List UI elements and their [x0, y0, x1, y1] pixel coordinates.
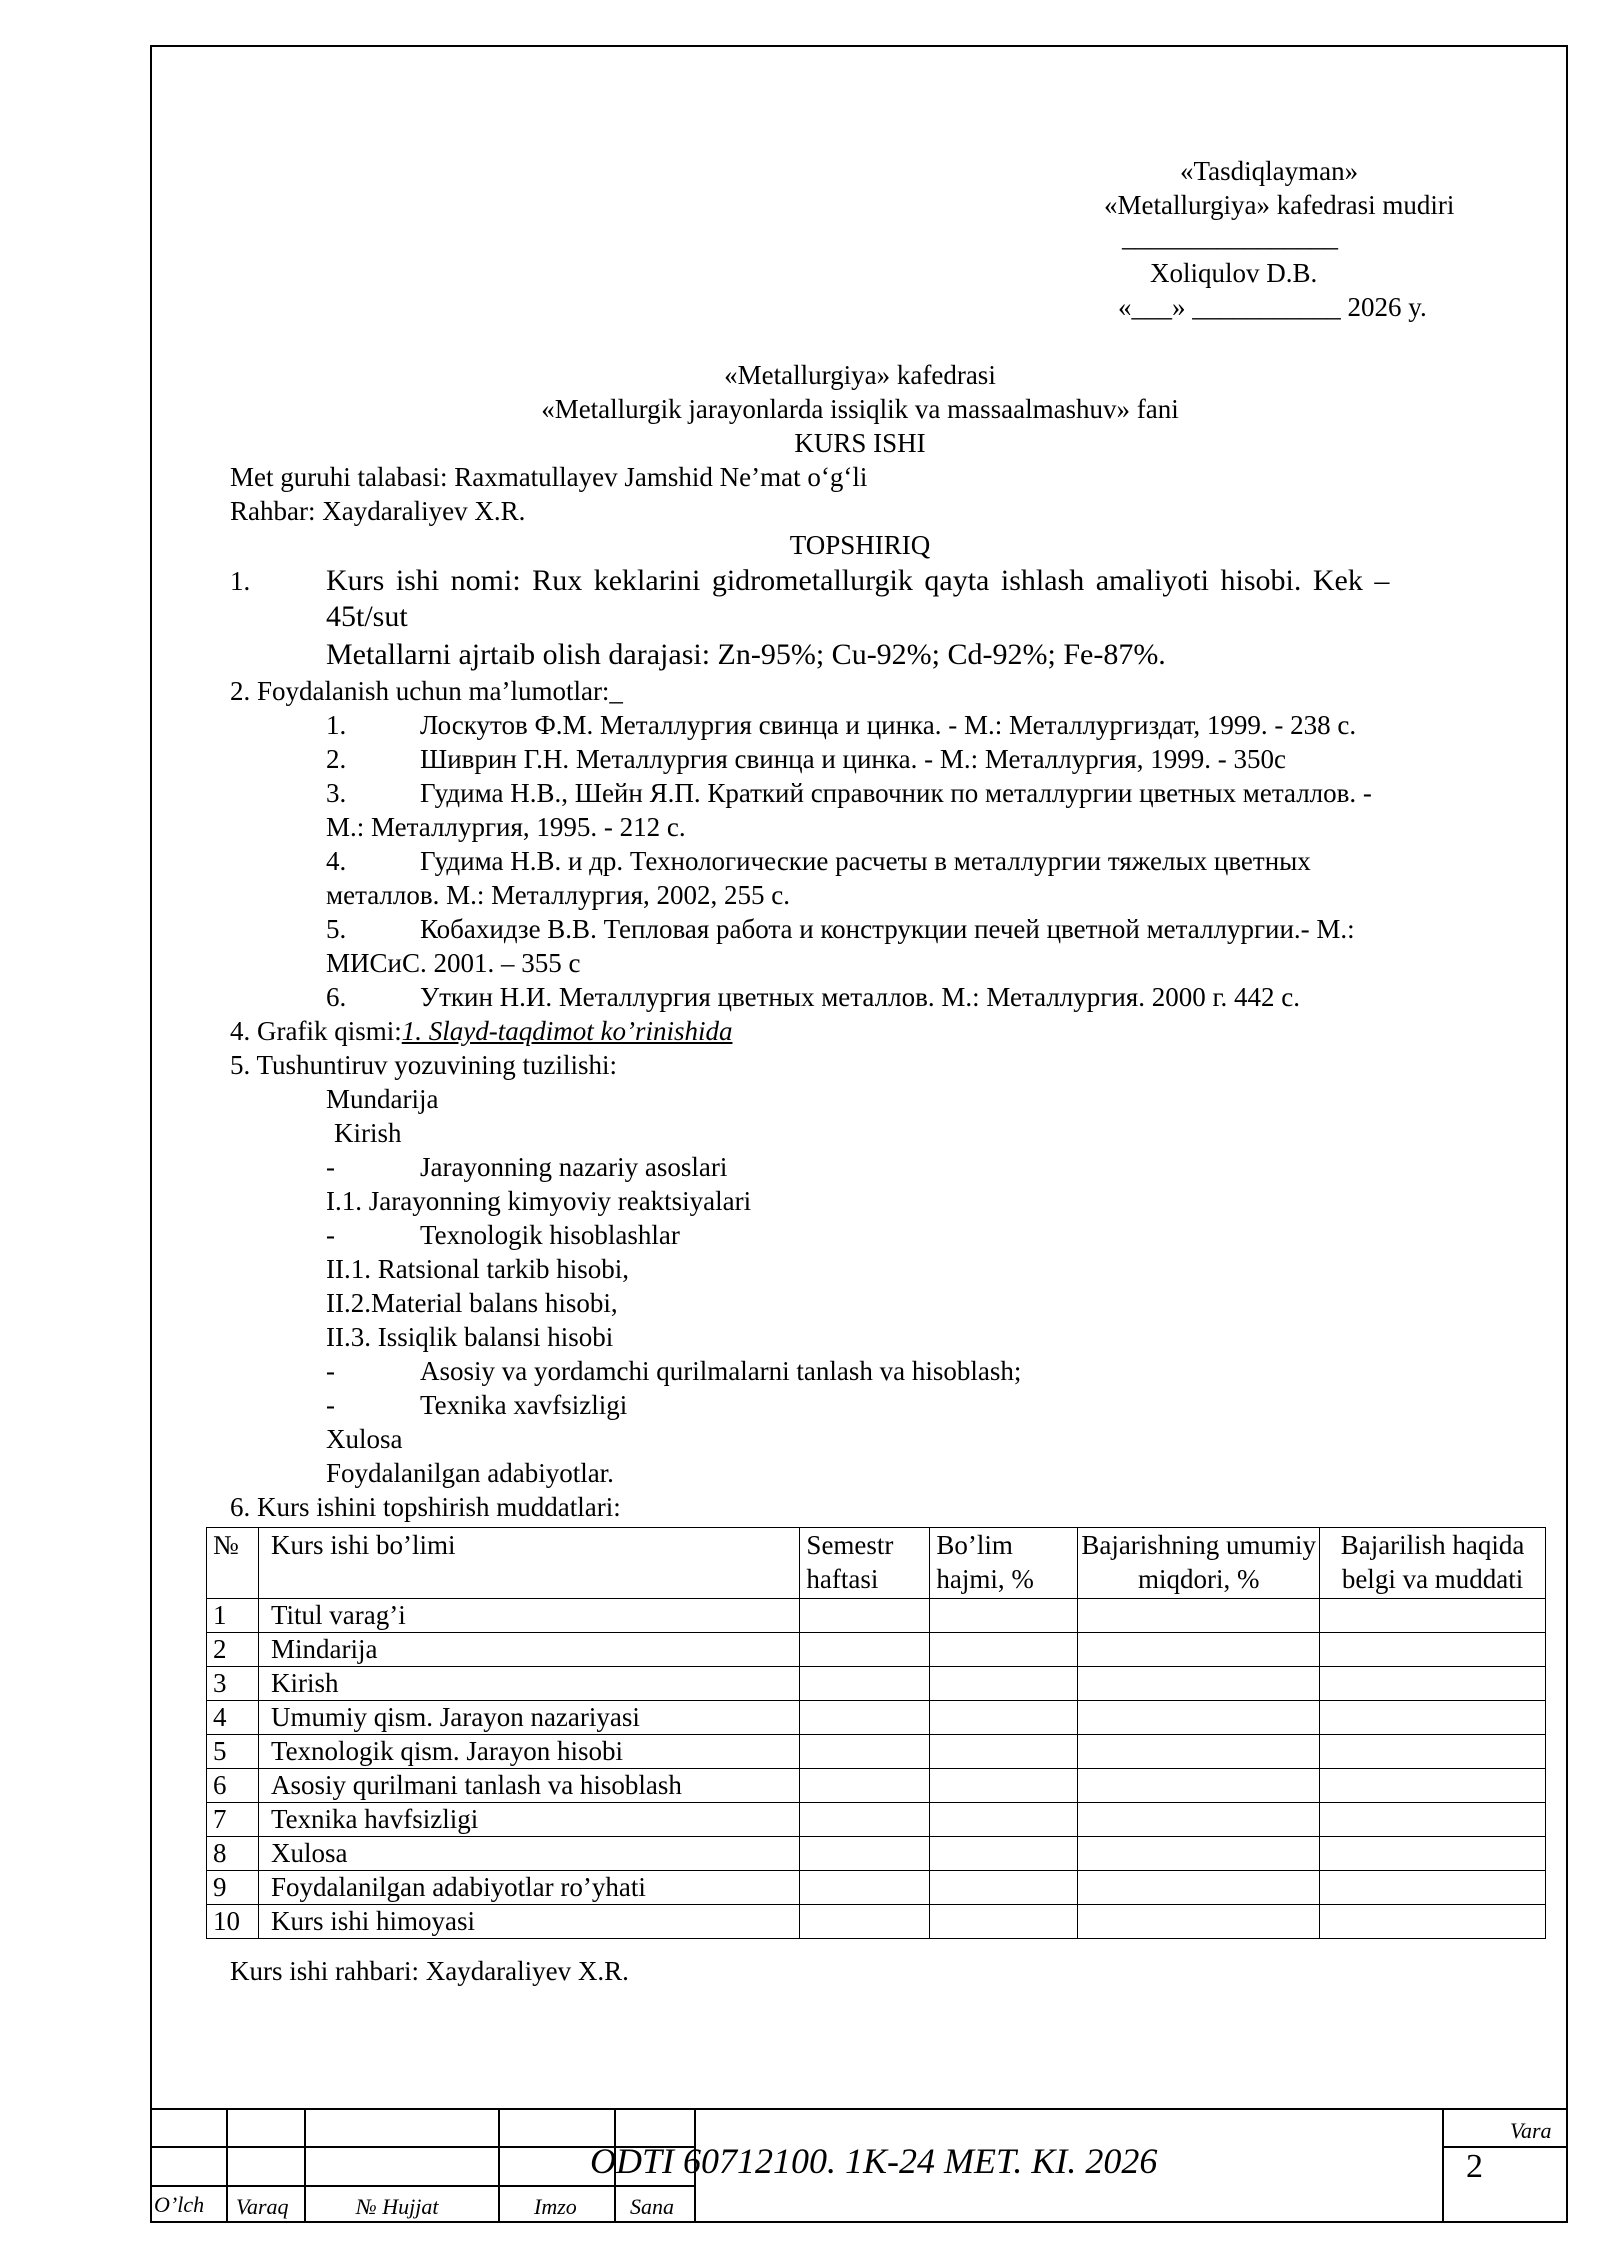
- stamp-col-label: № Hujjat: [356, 2194, 439, 2219]
- ref-text: Шиврин Г.Н. Металлургия свинца и цинка. - М.: Металлургия, 1999. - 350с: [420, 744, 1286, 774]
- structure-item: II.3. Issiqlik balansi hisobi: [326, 1322, 614, 1352]
- ref-text: Лоскутов Ф.М. Металлургия свинца и цинка. - М.: Металлургиздат, 1999. - 238 с.: [420, 710, 1357, 740]
- item5: 5. Tushuntiruv yozuvining tuzilishi:: [230, 1050, 618, 1080]
- item6: 6. Kurs ishini topshirish muddatlari:: [230, 1492, 621, 1522]
- structure-item: I.1. Jarayonning kimyoviy reaktsiyalari: [326, 1186, 752, 1216]
- table-row: [207, 1667, 1546, 1701]
- ref-num: 1.: [326, 710, 347, 740]
- structure-item: Xulosa: [326, 1424, 403, 1454]
- item4-label: 4. Grafik qismi:: [230, 1016, 402, 1046]
- structure-item: Texnika xavfsizligi: [420, 1390, 628, 1420]
- ref-text: Гудима Н.В., Шейн Я.П. Краткий справочник по металлургии цветных металлов. -: [420, 778, 1372, 808]
- task-title: TOPSHIRIQ: [789, 530, 931, 560]
- structure-item: Texnologik hisoblashlar: [420, 1220, 680, 1250]
- structure-item: Kirish: [334, 1118, 402, 1148]
- stamp-col-label: Sana: [630, 2194, 674, 2219]
- sheet-number: 2: [1466, 2148, 1483, 2185]
- row-cell: [1320, 1905, 1546, 1939]
- col-header-week: Semestr haftasi: [800, 1528, 930, 1599]
- table-row: [207, 1905, 1546, 1939]
- row-cell: [930, 1769, 1078, 1803]
- row-cell: [800, 1667, 930, 1701]
- row-num: 5: [207, 1735, 259, 1769]
- structure-item: Foydalanilgan adabiyotlar.: [326, 1458, 614, 1488]
- item4-value: 1. Slayd-taqdimot ko’rinishida: [401, 1016, 733, 1046]
- approval-sign-line: ________________: [1122, 222, 1338, 252]
- doc-type: KURS ISHI: [794, 428, 926, 458]
- item2: 2. Foydalanish uchun ma’lumotlar:_: [230, 676, 623, 706]
- item4: [230, 1014, 732, 1048]
- row-cell: [930, 1871, 1078, 1905]
- row-cell: [1078, 1837, 1320, 1871]
- item1-line1: Kurs ishi nomi: Rux keklarini gidrometallurgik qayta ishlash amaliyoti hisobi. Kek –: [326, 564, 1390, 597]
- row-name: Mindarija: [258, 1633, 799, 1667]
- structure-item: II.1. Ratsional tarkib hisobi,: [326, 1254, 629, 1284]
- sheet-label: Vara: [1510, 2118, 1552, 2143]
- row-num: 4: [207, 1701, 259, 1735]
- table-row: [207, 1599, 1546, 1633]
- row-cell: [930, 1701, 1078, 1735]
- stamp-line: [498, 2108, 500, 2223]
- stamp-line: [304, 2108, 306, 2223]
- row-name: Foydalanilgan adabiyotlar ro’yhati: [258, 1871, 799, 1905]
- row-cell: [800, 1837, 930, 1871]
- row-cell: [800, 1905, 930, 1939]
- ref-cont: металлов. М.: Металлургия, 2002, 255 с.: [326, 880, 790, 910]
- structure-dash: -: [326, 1220, 335, 1250]
- col-header-section: Kurs ishi bo’limi: [258, 1528, 799, 1599]
- table-row: [207, 1735, 1546, 1769]
- document-code: ODTI 60712100. 1K-24 MET. KI. 2026: [590, 2141, 1158, 2181]
- row-cell: [1078, 1803, 1320, 1837]
- row-cell: [800, 1735, 930, 1769]
- structure-item: Mundarija: [326, 1084, 439, 1114]
- table-row: [207, 1633, 1546, 1667]
- row-name: Texnika havfsizligi: [258, 1803, 799, 1837]
- stamp-line: [1442, 2146, 1568, 2148]
- stamp-line: [150, 2185, 694, 2187]
- ref-num: 5.: [326, 914, 347, 944]
- structure-dash: -: [326, 1356, 335, 1386]
- row-num: 2: [207, 1633, 259, 1667]
- stamp-line: [226, 2108, 228, 2223]
- structure-item: Asosiy va yordamchi qurilmalarni tanlash va hisoblash;: [420, 1356, 1022, 1386]
- row-cell: [800, 1701, 930, 1735]
- row-cell: [930, 1735, 1078, 1769]
- row-cell: [930, 1803, 1078, 1837]
- supervisor-line: Rahbar: Xaydaraliyev X.R.: [230, 496, 526, 526]
- deadlines-table: [206, 1527, 1546, 1939]
- approval-name: Xoliqulov D.B.: [1150, 258, 1318, 288]
- row-cell: [1320, 1803, 1546, 1837]
- ref-text: Уткин Н.И. Металлургия цветных металлов. М.: Металлургия. 2000 г. 442 с.: [420, 982, 1300, 1012]
- department: «Metallurgiya» kafedrasi: [724, 360, 996, 390]
- row-cell: [1320, 1701, 1546, 1735]
- table-row: [207, 1837, 1546, 1871]
- table-row: [207, 1803, 1546, 1837]
- col-header-num: №: [207, 1528, 259, 1599]
- col-header-mark: Bajarilish haqida belgi va muddati: [1320, 1528, 1546, 1599]
- row-cell: [1320, 1837, 1546, 1871]
- ref-cont: МИСиС. 2001. – 355 с: [326, 948, 581, 978]
- row-name: Xulosa: [258, 1837, 799, 1871]
- row-cell: [930, 1667, 1078, 1701]
- row-name: Texnologik qism. Jarayon hisobi: [258, 1735, 799, 1769]
- col-header-total: Bajarishning umumiy miqdori, %: [1078, 1528, 1320, 1599]
- row-cell: [1078, 1735, 1320, 1769]
- approval-head: «Metallurgiya» kafedrasi mudiri: [1104, 190, 1455, 220]
- stamp-col-label: O’lch: [154, 2192, 205, 2217]
- approval-date: «___» ___________ 2026 y.: [1118, 292, 1427, 322]
- row-cell: [1078, 1769, 1320, 1803]
- row-num: 8: [207, 1837, 259, 1871]
- row-name: Titul varag’i: [258, 1599, 799, 1633]
- row-cell: [1078, 1667, 1320, 1701]
- structure-dash: -: [326, 1390, 335, 1420]
- approval-title: «Tasdiqlayman»: [1180, 156, 1359, 186]
- row-cell: [1320, 1871, 1546, 1905]
- row-cell: [1078, 1701, 1320, 1735]
- table-row: [207, 1769, 1546, 1803]
- col-header-volume: Bo’lim hajmi, %: [930, 1528, 1078, 1599]
- ref-num: 4.: [326, 846, 347, 876]
- ref-num: 3.: [326, 778, 347, 808]
- row-name: Umumiy qism. Jarayon nazariyasi: [258, 1701, 799, 1735]
- row-cell: [800, 1871, 930, 1905]
- row-cell: [1320, 1599, 1546, 1633]
- row-cell: [1078, 1871, 1320, 1905]
- table-row: [207, 1871, 1546, 1905]
- ref-num: 6.: [326, 982, 347, 1012]
- stamp-line: [1442, 2108, 1444, 2223]
- row-cell: [930, 1599, 1078, 1633]
- row-num: 10: [207, 1905, 259, 1939]
- stamp-col-label: Varaq: [236, 2194, 289, 2219]
- row-cell: [800, 1769, 930, 1803]
- item1-line2: 45t/sut: [326, 600, 408, 633]
- row-cell: [1078, 1633, 1320, 1667]
- structure-dash: -: [326, 1152, 335, 1182]
- stamp-col-label: Imzo: [534, 2194, 577, 2219]
- table-row: [207, 1701, 1546, 1735]
- row-cell: [1320, 1769, 1546, 1803]
- row-cell: [800, 1599, 930, 1633]
- row-cell: [930, 1633, 1078, 1667]
- item1-line3: Metallarni ajrtaib olish darajasi: Zn-95%; Cu-92%; Cd-92%; Fe-87%.: [326, 638, 1166, 671]
- row-cell: [800, 1633, 930, 1667]
- row-cell: [930, 1905, 1078, 1939]
- row-name: Kurs ishi himoyasi: [258, 1905, 799, 1939]
- row-num: 6: [207, 1769, 259, 1803]
- row-cell: [1078, 1599, 1320, 1633]
- row-cell: [930, 1837, 1078, 1871]
- row-cell: [1320, 1633, 1546, 1667]
- row-name: Asosiy qurilmani tanlash va hisoblash: [258, 1769, 799, 1803]
- ref-text: Гудима Н.В. и др. Технологические расчеты в металлургии тяжелых цветных: [420, 846, 1311, 876]
- row-cell: [1078, 1905, 1320, 1939]
- student-line: Met guruhi talabasi: Raxmatullayev Jamshid Ne’mat o‘g‘li: [230, 462, 868, 492]
- subject: «Metallurgik jarayonlarda issiqlik va massaalmashuv» fani: [541, 394, 1179, 424]
- structure-item: Jarayonning nazariy asoslari: [420, 1152, 728, 1182]
- item1-num: 1.: [230, 566, 251, 596]
- ref-num: 2.: [326, 744, 347, 774]
- ref-cont: М.: Металлургия, 1995. - 212 с.: [326, 812, 686, 842]
- row-name: Kirish: [258, 1667, 799, 1701]
- row-num: 3: [207, 1667, 259, 1701]
- row-num: 7: [207, 1803, 259, 1837]
- footer-signature: Kurs ishi rahbari: Xaydaraliyev X.R.: [230, 1956, 629, 1986]
- row-cell: [800, 1803, 930, 1837]
- row-num: 9: [207, 1871, 259, 1905]
- row-num: 1: [207, 1599, 259, 1633]
- table-header-row: [207, 1528, 1546, 1599]
- row-cell: [1320, 1667, 1546, 1701]
- ref-text: Кобахидзе В.В. Тепловая работа и конструкции печей цветной металлургии.- М.:: [420, 914, 1355, 944]
- row-cell: [1320, 1735, 1546, 1769]
- stamp-line: [150, 2108, 1568, 2110]
- structure-item: II.2.Material balans hisobi,: [326, 1288, 618, 1318]
